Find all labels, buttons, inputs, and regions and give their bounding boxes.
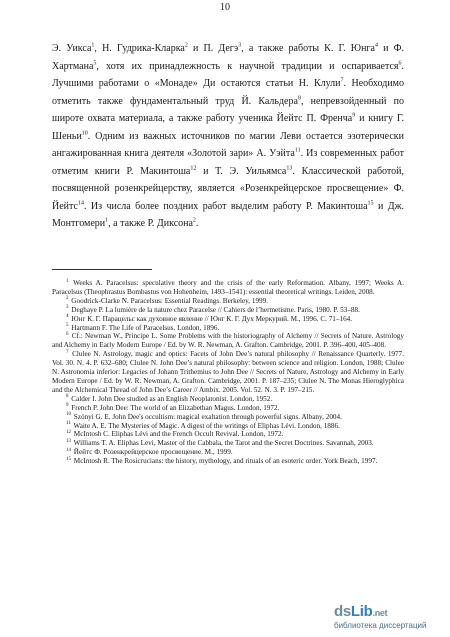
footnote (52, 439, 404, 448)
footnote-number: 8 (66, 394, 69, 400)
footnote-number: 11 (66, 421, 71, 427)
footnotes-section (52, 279, 404, 466)
footnote-number: 13 (66, 438, 71, 444)
watermark-tagline: библиотека диссертаций (334, 621, 427, 630)
footnote (52, 306, 404, 315)
footnote-text: Waite A. E. The Mysteries of Magic. A digest of the writings of Eliphas Lévi. London, 1886. (71, 421, 340, 430)
logo-lib: Lib (350, 603, 373, 620)
footnote (52, 457, 404, 466)
footnote-text: Йейтс Ф. Розенкрейцерское просвещение. М., 1999. (72, 448, 233, 457)
footnote (52, 448, 404, 457)
footnote (52, 395, 404, 404)
footnote-number: 7 (66, 349, 69, 355)
footnote-number: 15 (66, 456, 71, 462)
body-paragraph: Э. Уикса$^1$, Н. Гудрика-Кларка$^2$ и П. Дегэ$^3$, а также работы К. Г. Юнга$^4$ и Ф. Хартмана$^5$, хотя их принадлежность к научной традиции и оспаривается$^6$. Лучшими работами о «Монаде» Ди остаются статьи Н. Клули$^7$. Необходимо отметить также фундаментальный труд Й. Кальдера$^8$, непревзойденный по широте охвата материала, а также работу ученика Йейтс П. Френча$^9$ и книгу Г. Шеньи$^{10}$. Одним из важных источников по магии Леви остается эзотерически ангажированная книга деятеля «Золотой зари» А. Уэйта$^{11}$. Из современных работ отметим книги Р. Макинтоша$^{12}$ и Т. Э. Уильямса$^{13}$. Классической работой, посвященной розенкрейцерству, является «Розенкрейцерское просвещение» Ф. Йейтс$^{14}$. Из числа более поздних работ выделим работу Р. Макинтоша$^{15}$ и Дж. Монтгомери$^1$, а также Р. Диксона$^2$. (52, 42, 405, 229)
footnote (52, 332, 404, 350)
footnote-text: French P. John Dee: The world of an Elizabethan Magus. London, 1972. (69, 403, 280, 412)
logo-ds: ds (334, 603, 351, 620)
footnote-text: Szönyi G. E. John Dee's occultism: magical exaltation through powerful signs. Albany, 2004. (72, 412, 342, 421)
dslib-logo (334, 604, 387, 621)
footnote-number: 10 (66, 412, 71, 418)
footnote-text: Юнг К. Г. Парацельс как духовное явление // Юнг К. Г. Дух Меркурий. М., 1996. С. 71–164. (69, 314, 353, 323)
main-text (52, 40, 404, 233)
footnote (52, 297, 404, 306)
page-number: 10 (220, 2, 230, 13)
footnote-number: 3 (66, 305, 69, 311)
footnote-text: Hartmann F. The Life of Paracelsus. London, 1896. (69, 323, 220, 332)
footnote-text: Deghaye P. La lumière de la nature chez Paracelse // Cahiers de l’hermetisme. Paris, 1980. P. 53–88. (69, 305, 360, 314)
footnote (52, 350, 404, 395)
footnote-text: Clulee N. Astrology, magic and optics: Facets of John Dee’s natural philosophy // Renaissance Quarterly. 1977. Vol. 30. N. 4. P. 632–680; Clulee N. John Dee’s natural philosophy: between science and religion. London, 1988; Clulee N. Astronomia inferior: Legacies of Johann Trithemius to John Dee // Secrets of Nature, Astrology and Alchemy in Early Modern Europe / Ed. by W. R. Newman, A. Grafton. Cambridge, 2001. P. 187–235; Clulee N. The Monas Hieroglyphica and the Alchemical Thread of John Dee’s Career // Ambix. 2005. Vol. 52. N. 3. P. 197–215. (52, 350, 404, 394)
footnote-number: 5 (66, 323, 69, 329)
footnote (52, 413, 404, 422)
footnote (52, 404, 404, 413)
footnote (52, 430, 404, 439)
dslib-watermark[interactable] (334, 604, 426, 631)
footnote-text: McIntosh C. Eliphas Lévi and the French Occult Revival. London, 1972. (72, 430, 284, 439)
footnote-text: Goodrick-Clarke N. Paracelsus: Essential Readings. Berkeley, 1999. (69, 296, 269, 305)
footnote-text: Calder I. John Dee studied as an English Neoplatonist. London, 1952. (69, 394, 273, 403)
footnote-number: 2 (66, 296, 69, 302)
footnote-number: 4 (66, 314, 69, 320)
footnote-text: McIntosh R. The Rosicrucians: the history, mythology, and rituals of an esoteric order. York Beach, 1997. (72, 457, 378, 466)
footnote-text: Weeks A. Paracelsus: speculative theory and the crisis of the early Reformation. Albany, 1997; Weeks A. Paracelsus (Theophrastus Bombastus von Hohenheim, 1493–1541): essential theoretical writings. Leiden, 2008. (52, 279, 404, 296)
footnote-number: 12 (66, 430, 71, 436)
footnote (52, 279, 404, 297)
footnote-text: Williams T. A. Eliphas Levi, Master of the Cabbala, the Tarot and the Secret Doctrines. Savannah, 2003. (72, 439, 374, 448)
footnote (52, 315, 404, 324)
footnote-number: 1 (66, 278, 69, 284)
footnote-number: 9 (66, 403, 69, 409)
footnote-text: Cf.: Newman W., Principe L. Some Problems with the historiography of Alchemy // Secrets of Nature. Astrology and Alchemy in Early Modern Europe / Ed. by W. R. Newman, A. Grafton. Cambridge, 2001. P. 396–400, 405–408. (52, 332, 404, 350)
footnote-separator (52, 269, 152, 270)
footnote-number: 14 (66, 447, 71, 453)
logo-net: .net (372, 608, 388, 618)
footnote-number: 6 (66, 332, 69, 338)
